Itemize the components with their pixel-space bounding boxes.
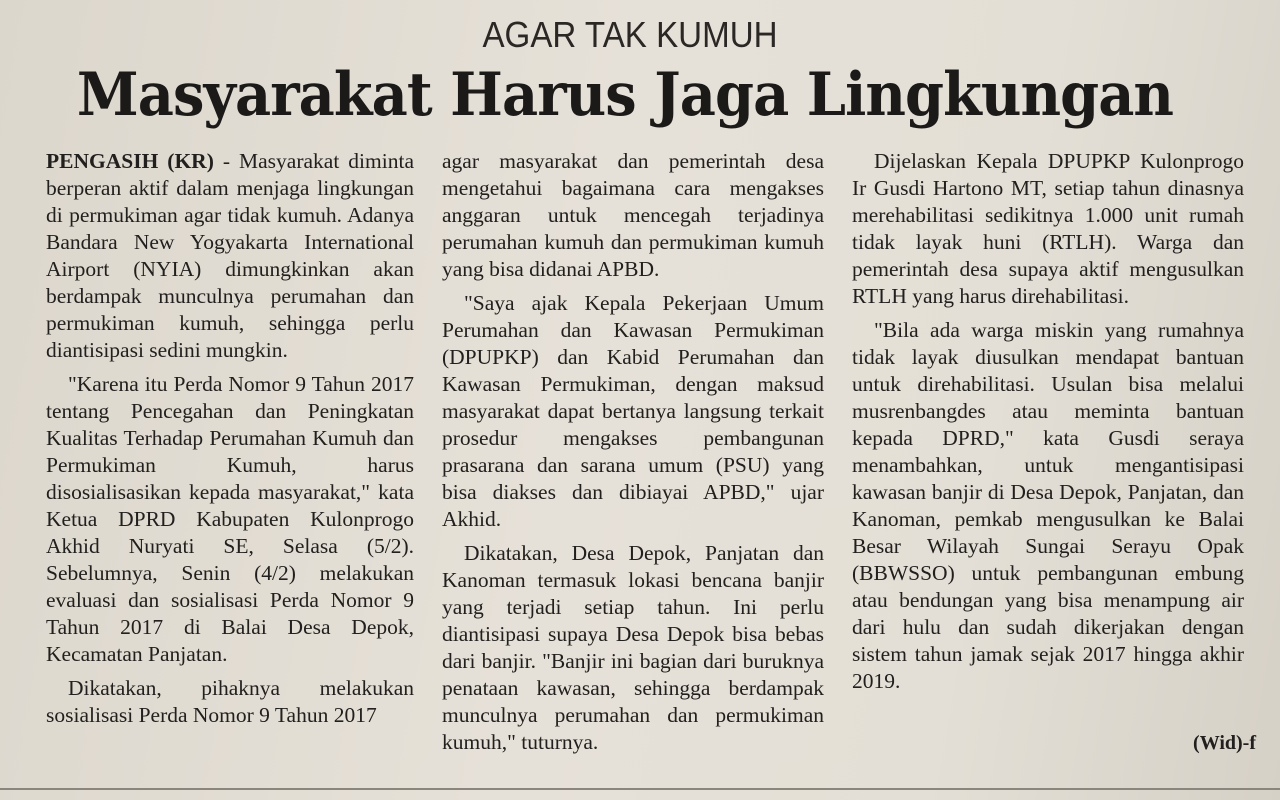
column-2 [442,148,824,763]
bottom-rule [0,788,1280,790]
article-body [46,148,1246,768]
paragraph: Dikatakan, pihaknya melakukan sosialisasi Perda Nomor 9 Tahun 2017 [46,676,414,727]
column-1 [46,148,414,736]
column-3 [852,148,1244,702]
paragraph: "Karena itu Perda Nomor 9 Tahun 2017 tentang Pencegahan dan Peningkatan Kualitas Terhadap Perumahan Kumuh dan Permukiman Kumuh, harus disosialisasikan kepada masyarakat," kata Ketua DPRD Kabupaten Kulonprogo Akhid Nuryati SE, Selasa (5/2). Sebelumnya, Senin (4/2) melakukan evaluasi dan sosialisasi Perda Nomor 9 Tahun 2017 di Balai Desa Depok, Kecamatan Panjatan. [46,372,414,666]
paragraph: "Saya ajak Kepala Pekerjaan Umum Perumahan dan Kawasan Permukiman (DPUPKP) dan Kabid Perumahan dan Kawasan Permukiman, dengan maksud masyarakat dapat bertanya langsung terkait prosedur mengakses pembangunan prasarana dan sarana umum (PSU) yang bisa diakses dan dibiayai APBD," ujar Akhid. [442,291,824,531]
paragraph: - Masyarakat diminta berperan aktif dalam menjaga lingkungan di permukiman agar tidak kumuh. Adanya Bandara New Yogyakarta International Airport (NYIA) dimungkinkan akan berdampak munculnya perumahan dan permukiman kumuh, sehingga perlu diantisipasi sedini mungkin. [46,149,414,362]
paragraph: "Bila ada warga miskin yang rumahnya tidak layak diusulkan mendapat bantuan untuk direhabilitasi. Usulan bisa melalui musrenbangdes atau meminta bantuan kepada DPRD," kata Gusdi seraya menambahkan, untuk mengantisipasi kawasan banjir di Desa Depok, Panjatan, dan Kanoman, pemkab mengusulkan ke Balai Besar Wilayah Sungai Serayu Opak (BBWSSO) untuk pembangunan embung atau bendungan yang bisa menampung air dari hulu dan sudah dikerjakan dengan sistem tahun jamak sejak 2017 hingga akhir 2019. [852,318,1244,693]
paragraph: Dijelaskan Kepala DPUPKP Kulonprogo Ir Gusdi Hartono MT, setiap tahun dinasnya merehabilitasi sedikitnya 1.000 unit rumah tidak layak huni (RTLH). Warga dan pemerintah desa supaya aktif mengusulkan RTLH yang harus direhabilitasi. [852,149,1244,308]
article-dateline: PENGASIH (KR) [46,149,214,173]
article-byline: (Wid)-f [1193,732,1256,754]
article-kicker: AGAR TAK KUMUH [482,14,778,55]
paragraph: agar masyarakat dan pemerintah desa mengetahui bagaimana cara mengakses anggaran untuk mencegah terjadinya perumahan kumuh dan permukiman kumuh yang bisa didanai APBD. [442,149,824,281]
paragraph: Dikatakan, Desa Depok, Panjatan dan Kanoman termasuk lokasi bencana banjir yang terjadi setiap tahun. Ini perlu diantisipasi supaya Desa Depok bisa bebas dari banjir. "Banjir ini bagian dari buruknya penataan kawasan, sehingga berdampak munculnya perumahan dan permukiman kumuh," tuturnya. [442,541,824,754]
article-headline: Masyarakat Harus Jaga Lingkungan [76,60,1174,130]
